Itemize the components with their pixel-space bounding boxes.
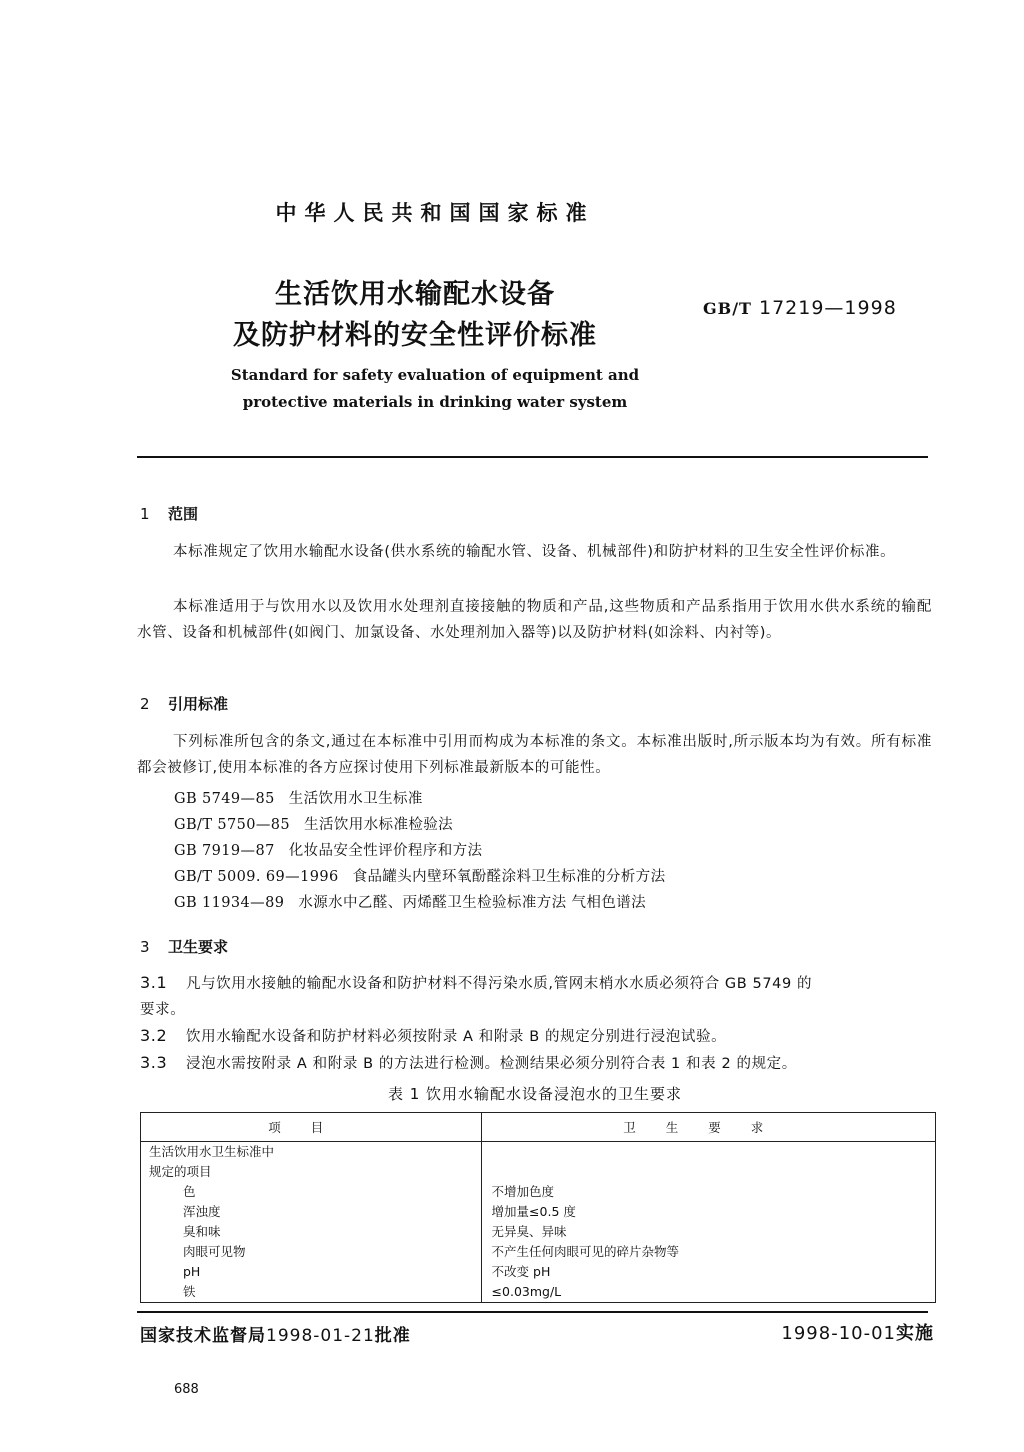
reference-item bbox=[174, 839, 482, 860]
reference-code: GB 5749—85 bbox=[174, 791, 275, 807]
clause-3-2-number: 3.2 bbox=[140, 1026, 168, 1045]
clause-3-3-text: 浸泡水需按附录 A 和附录 B 的方法进行检测。检测结果必须分别符合表 1 和表 2 的规定。 bbox=[186, 1056, 797, 1072]
table-cell-requirement: ≤0.03mg/L bbox=[491, 1284, 562, 1299]
group-label-line1: 生活饮用水卫生标准中 bbox=[149, 1144, 275, 1159]
section-3-title: 卫生要求 bbox=[168, 938, 229, 956]
reference-item bbox=[174, 787, 423, 808]
table-header-requirement: 卫生要求 bbox=[481, 1113, 935, 1142]
table-cell-requirement: 增加量≤0.5 度 bbox=[491, 1204, 576, 1219]
implementation-suffix: 实施 bbox=[896, 1323, 934, 1344]
header-divider bbox=[137, 456, 928, 458]
table-1 bbox=[140, 1112, 936, 1303]
table-header-row bbox=[141, 1113, 936, 1142]
clause-3-2-text: 饮用水输配水设备和防护材料必须按附录 A 和附录 B 的规定分别进行浸泡试验。 bbox=[186, 1029, 727, 1045]
section-1-title: 范围 bbox=[168, 505, 199, 523]
table-cell-requirement: 不改变 pH bbox=[491, 1264, 551, 1279]
table-header-item: 项目 bbox=[141, 1113, 482, 1142]
clause-3-1-continuation: 要求。 bbox=[140, 1002, 186, 1018]
section-2-para: 下列标准所包含的条文,通过在本标准中引用而构成为本标准的条文。本标准出版时,所示版本均为有效。所有标准都会被修订,使用本标准的各方应探讨使用下列标准最新版本的可能性。 bbox=[137, 734, 932, 776]
reference-item bbox=[174, 891, 646, 912]
clause-3-3 bbox=[140, 1052, 797, 1073]
section-2-number: 2 bbox=[140, 695, 150, 713]
standard-code bbox=[703, 297, 897, 319]
table-cell-item: 铁 bbox=[183, 1284, 196, 1299]
reference-code: GB/T 5750—85 bbox=[174, 817, 291, 833]
english-title-line2: protective materials in drinking water system bbox=[242, 393, 628, 411]
implementation-date: 1998-10-01 bbox=[781, 1323, 896, 1344]
section-2-heading bbox=[140, 693, 228, 714]
requirement-column bbox=[481, 1142, 935, 1303]
standard-code-prefix: GB/T bbox=[703, 299, 752, 318]
section-1-number: 1 bbox=[140, 505, 150, 523]
table-cell-requirement: 无异臭、异味 bbox=[491, 1224, 567, 1239]
english-title-line1: Standard for safety evaluation of equipment and bbox=[230, 366, 640, 384]
clause-3-2 bbox=[140, 1025, 726, 1046]
item-column bbox=[141, 1142, 482, 1303]
table-1-caption: 表 1 饮用水输配水设备浸泡水的卫生要求 bbox=[387, 1085, 683, 1103]
table-cell-item: 浑浊度 bbox=[183, 1204, 221, 1219]
table-cell-requirement: 不产生任何肉眼可见的碎片杂物等 bbox=[491, 1244, 680, 1259]
table-cell-item: 臭和味 bbox=[183, 1224, 221, 1239]
reference-title: 水源水中乙醛、丙烯醛卫生检验标准方法 气相色谱法 bbox=[298, 895, 647, 911]
section-1-para-2: 本标准适用于与饮用水以及饮用水处理剂直接接触的物质和产品,这些物质和产品系指用于饮用水供水系统的输配水管、设备和机械部件(如阀门、加氯设备、水处理剂加入器等)以及防护材料(如涂料、内衬等)。 bbox=[137, 599, 932, 641]
standard-code-number: 17219—1998 bbox=[758, 297, 897, 319]
reference-title: 化妆品安全性评价程序和方法 bbox=[288, 843, 483, 859]
page-number: 688 bbox=[174, 1382, 199, 1397]
approval-date: 1998-01-21 bbox=[266, 1326, 375, 1346]
table-row bbox=[141, 1142, 936, 1303]
clause-3-1-number: 3.1 bbox=[140, 973, 168, 992]
table-cell-item: 色 bbox=[183, 1184, 196, 1199]
reference-code: GB 7919—87 bbox=[174, 843, 275, 859]
standard-title-line2: 及防护材料的安全性评价标准 bbox=[233, 320, 597, 351]
clause-3-3-number: 3.3 bbox=[140, 1053, 168, 1072]
section-1-para-1: 本标准规定了饮用水输配水设备(供水系统的输配水管、设备、机械部件)和防护材料的卫生安全性评价标准。 bbox=[173, 544, 896, 560]
clause-3-1-text: 凡与饮用水接触的输配水设备和防护材料不得污染水质,管网末梢水水质必须符合 GB 5749 的 bbox=[186, 976, 813, 992]
clause-3-1 bbox=[140, 972, 812, 993]
reference-code: GB/T 5009. 69—1996 bbox=[174, 869, 339, 885]
group-label-line2: 规定的项目 bbox=[149, 1164, 212, 1179]
approval-organization: 国家技术监督局 bbox=[140, 1326, 266, 1346]
table-cell-item: 肉眼可见物 bbox=[183, 1244, 246, 1259]
standard-title-line1: 生活饮用水输配水设备 bbox=[275, 279, 555, 310]
approval-suffix: 批准 bbox=[374, 1326, 411, 1346]
reference-title: 食品罐头内壁环氧酚醛涂料卫生标准的分析方法 bbox=[352, 869, 666, 885]
table-cell-item: pH bbox=[183, 1264, 201, 1279]
reference-item bbox=[174, 865, 665, 886]
footer-divider bbox=[137, 1311, 928, 1313]
section-3-number: 3 bbox=[140, 938, 150, 956]
reference-code: GB 11934—89 bbox=[174, 895, 285, 911]
reference-item bbox=[174, 813, 453, 834]
national-standard-header: 中华人民共和国国家标准 bbox=[275, 201, 595, 225]
implementation-line bbox=[781, 1319, 934, 1345]
section-2-title: 引用标准 bbox=[168, 695, 229, 713]
section-3-heading bbox=[140, 936, 228, 957]
reference-title: 生活饮用水卫生标准 bbox=[288, 791, 423, 807]
table-cell-requirement: 不增加色度 bbox=[491, 1184, 555, 1199]
reference-title: 生活饮用水标准检验法 bbox=[304, 817, 454, 833]
section-1-heading bbox=[140, 503, 198, 524]
approval-line bbox=[140, 1321, 411, 1346]
